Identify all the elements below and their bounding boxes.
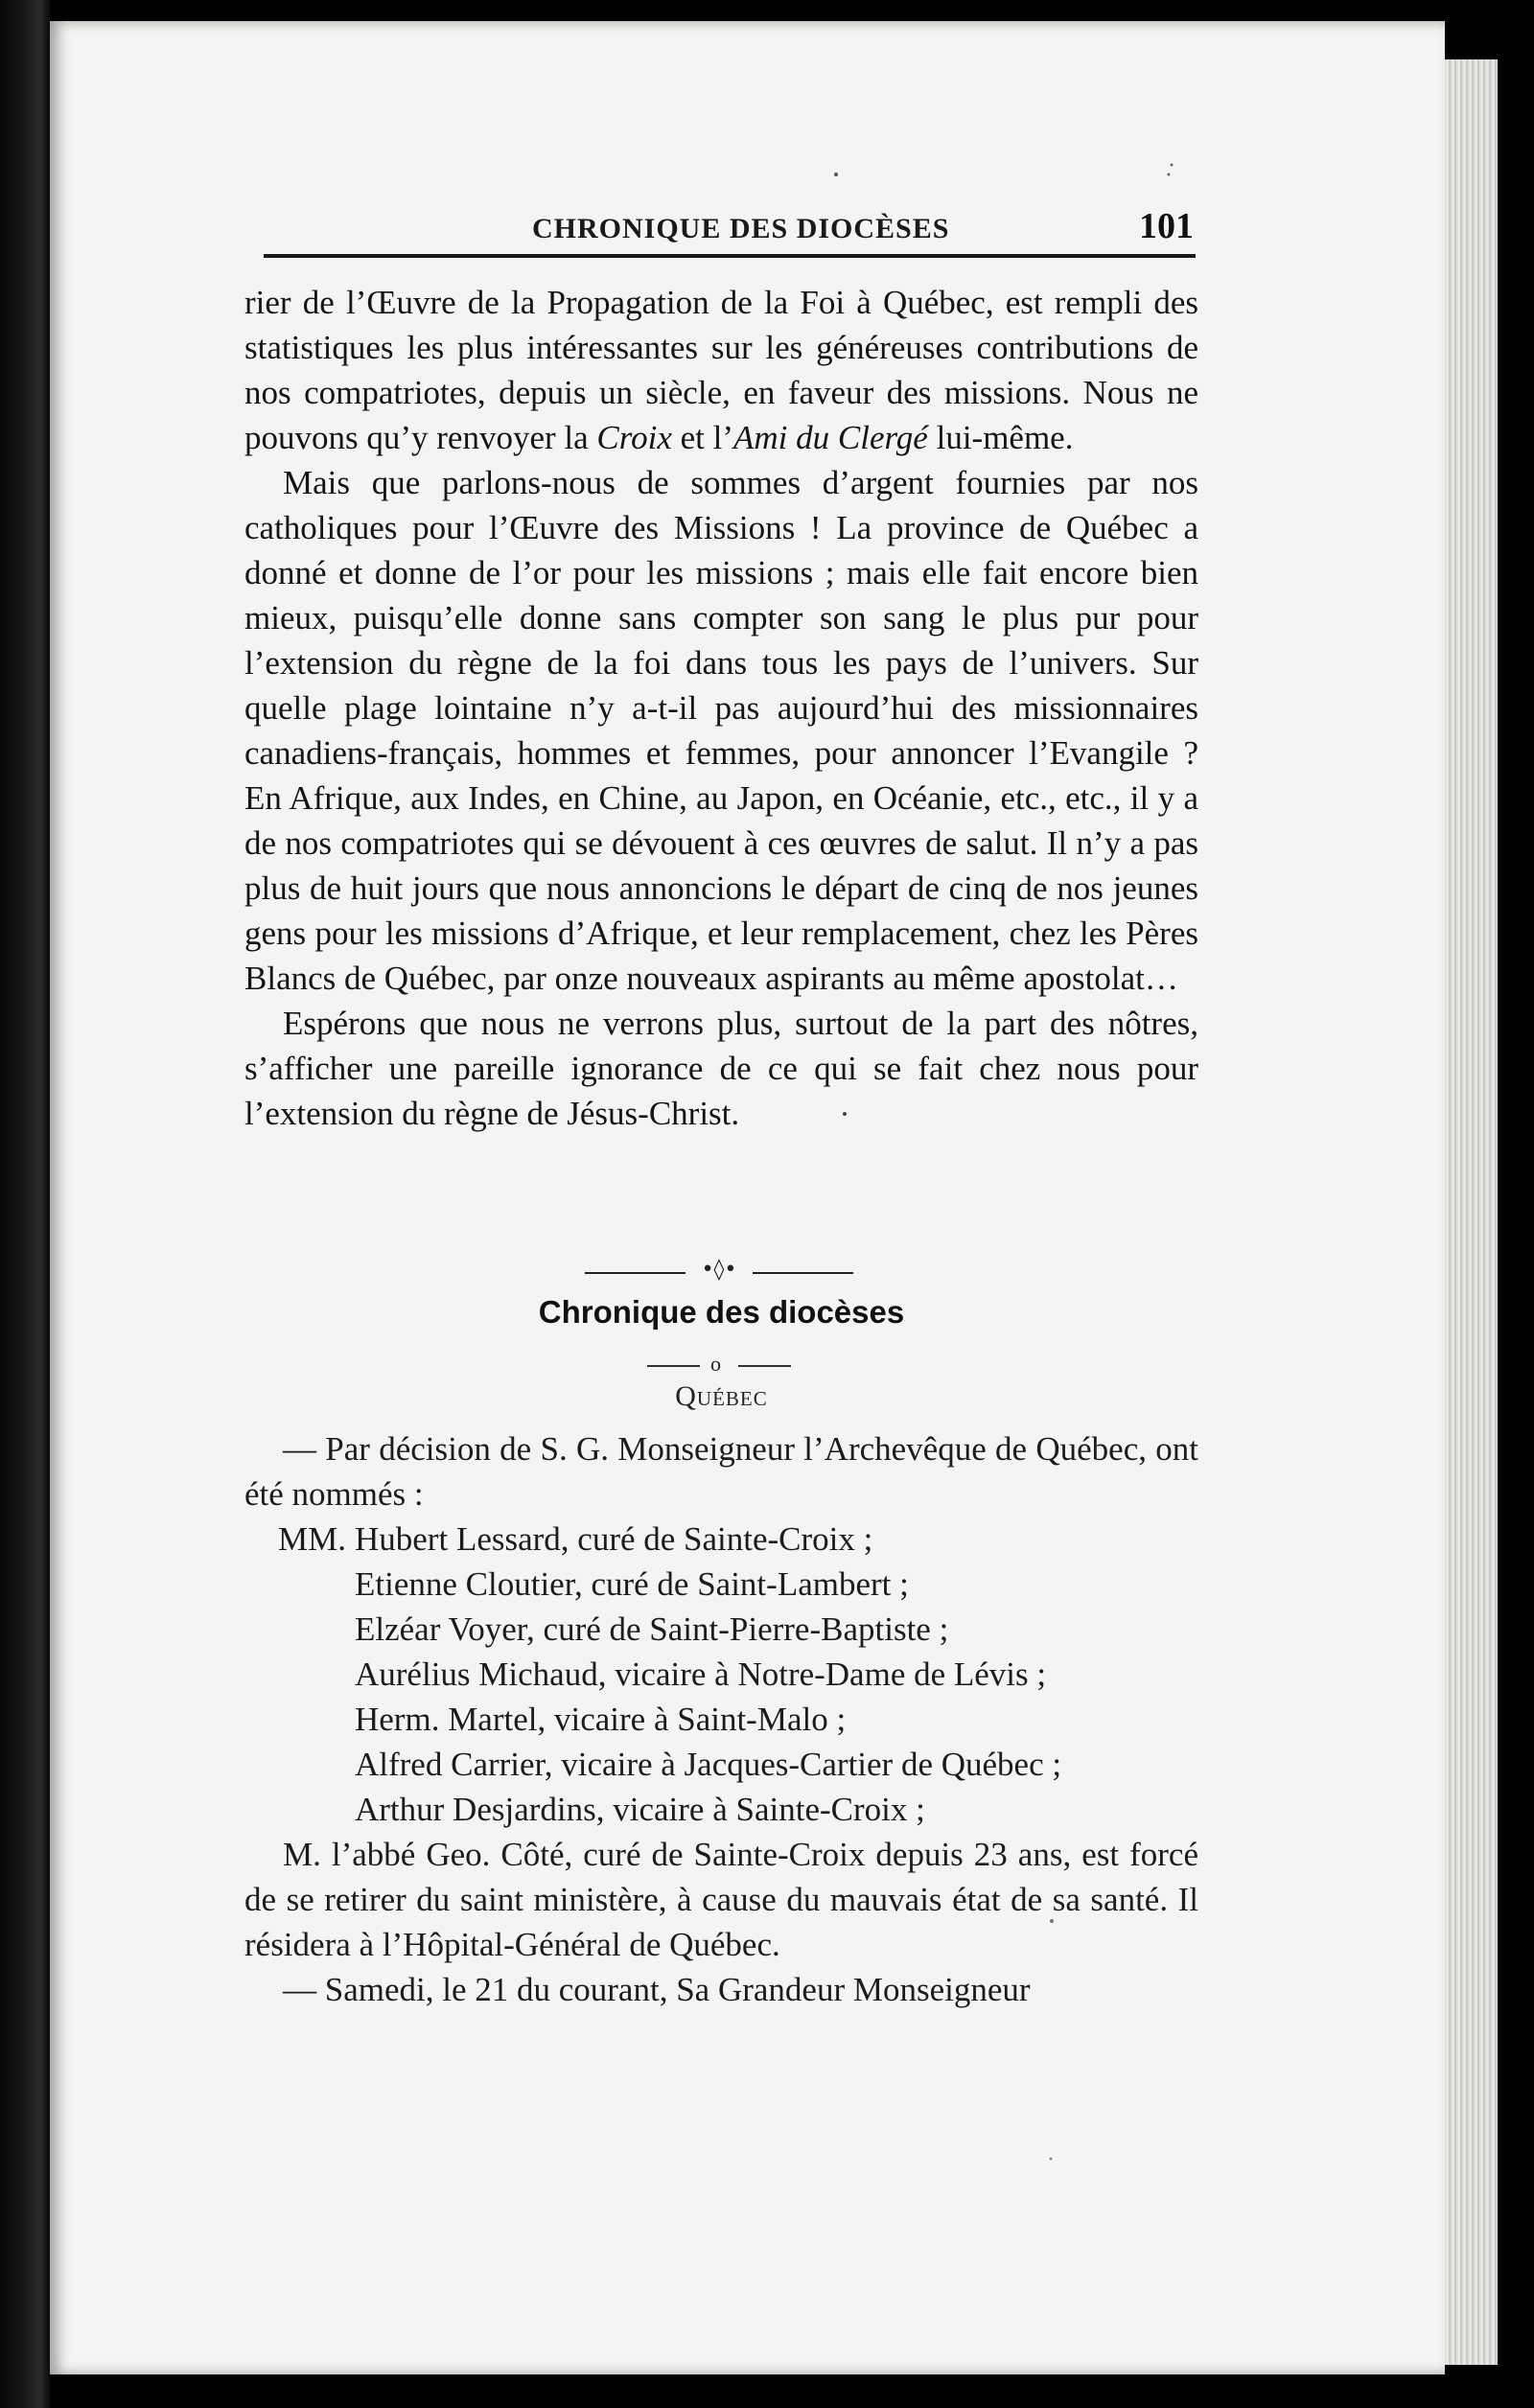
list-item: Etienne Cloutier, curé de Saint-Lambert ; xyxy=(355,1565,909,1603)
separator-rule-left xyxy=(647,1365,700,1367)
page-header xyxy=(264,201,1194,259)
list-item: Aurélius Michaud, vicaire à Notre-Dame de Lévis ; xyxy=(355,1656,1047,1693)
list-item: MM. Hubert Lessard, curé de Sainte-Croix ; xyxy=(244,1517,1198,1562)
ornament-glyph: •◊• xyxy=(701,1258,737,1282)
mm-label: MM. xyxy=(278,1520,346,1558)
ornament-rule-right xyxy=(753,1272,853,1274)
appointments-list xyxy=(244,1517,1198,1832)
page-edges xyxy=(1438,59,1498,2365)
paragraph-1: rier de l’Œuvre de la Propagation de la Foi à Québec, est rempli des statistiques les plus intéressantes sur les généreuses contributions de nos compatriotes, depuis un siècle, en faveur des missions. Nous ne pouvons qu’y renvoyer la Croix et l’Ami du Clergé lui-même. xyxy=(244,284,1198,456)
header-rule xyxy=(264,254,1196,258)
list-item: Elzéar Voyer, curé de Saint-Pierre-Baptiste ; xyxy=(355,1610,949,1648)
section-title: Chronique des diocèses xyxy=(538,1294,905,1330)
list-item: Herm. Martel, vicaire à Saint-Malo ; xyxy=(355,1701,847,1738)
list-item: Arthur Desjardins, vicaire à Sainte-Croix ; xyxy=(355,1791,925,1828)
paragraph-2: Mais que parlons-nous de sommes d’argent fournies par nos catholiques pour l’Œuvre des Missions ! La province de Québec a donné et donne de l’or pour les missions ; mais elle fait encore bien mieux, puisqu’elle donne sans compter son sang le plus pur pour l’extension du règne de la foi dans tous les pays de l’univers. Sur quelle plage lointaine n’y a-t-il pas aujourd’hui des missionnaires canadiens-français, hommes et femmes, pour annoncer l’Evangile ? En Afrique, aux Indes, en Chine, au Japon, en Océanie, etc., etc., il y a de nos compatriotes qui se dévouent à ces œuvres de salut. Il n’y a pas plus de huit jours que nous annoncions le départ de cinq de nos jeunes gens pour les missions d’Afrique, et leur remplacement, chez les Pères Blancs de Québec, par onze nouveaux aspirants au même apostolat… xyxy=(244,464,1198,997)
list-item: Alfred Carrier, vicaire à Jacques-Cartier de Québec ; xyxy=(355,1746,1062,1783)
italic-title-ami-du-clerge: Ami du Clergé xyxy=(733,419,928,456)
section-ornament xyxy=(585,1258,853,1286)
separator-rule-right xyxy=(738,1365,791,1367)
separator-symbol: o xyxy=(710,1352,721,1376)
page-number: 101 xyxy=(1139,206,1194,246)
subsection-title: Québec xyxy=(675,1380,768,1412)
retirement-paragraph: M. l’abbé Geo. Côté, curé de Sainte-Croix depuis 23 ans, est forcé de se retirer du saint ministère, à cause du mauvais état de sa santé. Il résidera à l’Hôpital-Général de Québec. xyxy=(244,1836,1198,1963)
paragraph-3: Espérons que nous ne verrons plus, surtout de la part des nôtres, s’afficher une pareille ignorance de ce qui se fait chez nous pour l’extension du règne de Jésus-Christ. xyxy=(244,1005,1198,1132)
ornament-rule-left xyxy=(585,1272,686,1274)
article-text xyxy=(244,280,1198,1136)
chronicle-intro: — Par décision de S. G. Monseigneur l’Archevêque de Québec, ont été nommés : xyxy=(244,1430,1198,1513)
italic-title-croix: Croix xyxy=(596,419,672,456)
chronicle-text xyxy=(244,1426,1198,2012)
scan-binding-edge xyxy=(0,0,50,2408)
small-separator xyxy=(647,1350,791,1378)
running-head: CHRONIQUE DES DIOCÈSES xyxy=(532,213,950,244)
last-line: — Samedi, le 21 du courant, Sa Grandeur Monseigneur xyxy=(283,1971,1031,2008)
